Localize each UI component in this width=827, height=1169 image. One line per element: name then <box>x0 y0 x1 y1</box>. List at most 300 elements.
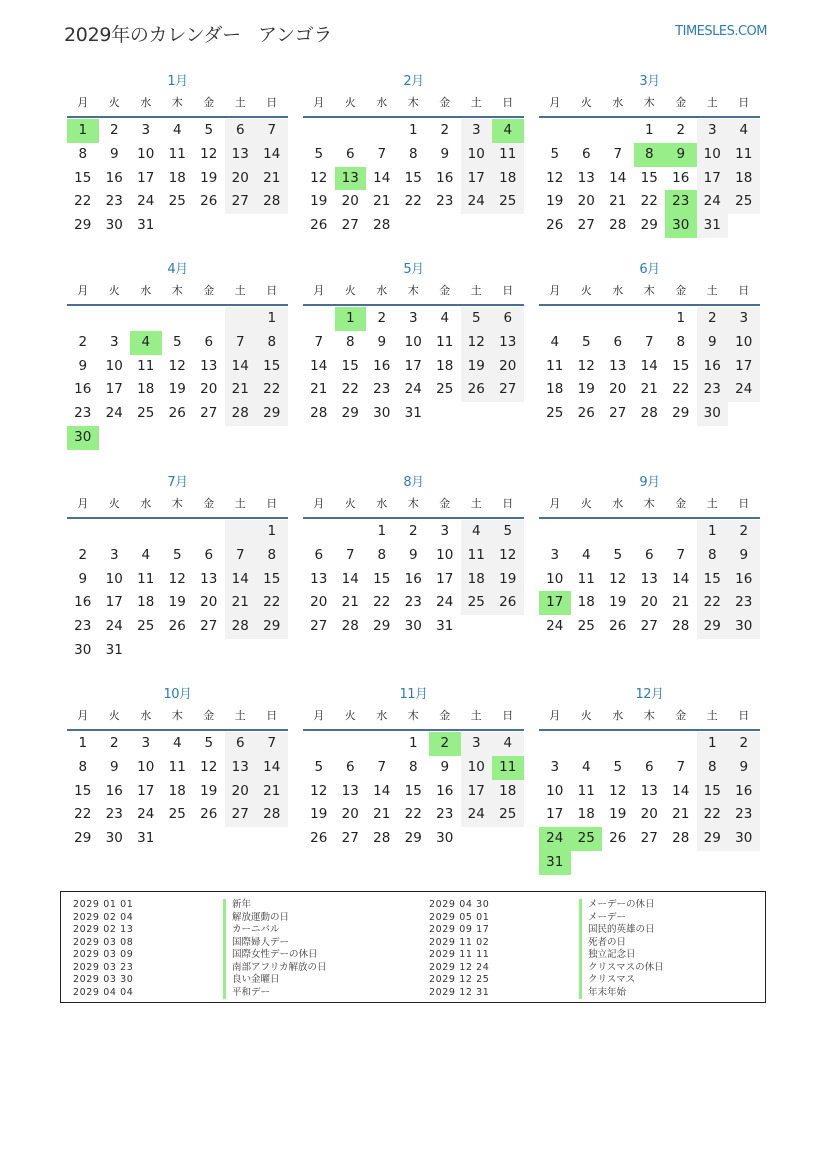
holiday-date: 2029 03 09 <box>73 949 134 960</box>
day-cell: 28 <box>225 402 257 426</box>
day-cell: 2 <box>676 122 686 138</box>
day-cell: 19 <box>577 381 595 398</box>
holiday-name: 南部アフリカ解放の日 <box>223 962 327 975</box>
day-cell: 14 <box>672 782 690 799</box>
empty-cell <box>571 520 603 544</box>
day-cell: 22 <box>697 803 729 827</box>
day-cell: 2 <box>78 333 88 350</box>
day-cell: 5 <box>204 122 214 138</box>
day-cell: 9 <box>728 544 760 568</box>
holiday-name: 独立記念日 <box>579 949 636 962</box>
day-cell: 23 <box>697 378 729 402</box>
day-cell: 26 <box>168 405 186 422</box>
day-cell: 4 <box>581 758 591 775</box>
empty-cell <box>99 307 131 331</box>
empty-cell <box>225 426 257 450</box>
weekday-label: 火 <box>580 497 592 510</box>
day-cell: 11 <box>577 570 595 587</box>
day-cell: 27 <box>492 378 524 402</box>
day-cell: 6 <box>492 307 524 331</box>
weekday-label: 日 <box>738 497 750 510</box>
day-cell: 16 <box>404 570 422 587</box>
day-cell: 10 <box>404 333 422 350</box>
empty-cell <box>461 827 493 851</box>
empty-cell <box>193 520 225 544</box>
weekday-label: 水 <box>140 96 152 109</box>
weekday-label: 火 <box>344 709 356 722</box>
days-grid <box>67 732 288 851</box>
day-cell: 20 <box>577 193 595 210</box>
day-cell: 5 <box>492 520 524 544</box>
weekday-label: 土 <box>234 96 246 109</box>
day-cell: 12 <box>168 357 186 374</box>
weekday-header <box>67 280 288 306</box>
day-cell: 1 <box>408 122 418 138</box>
empty-cell <box>602 851 634 875</box>
day-cell: 25 <box>168 806 186 823</box>
day-cell: 16 <box>105 782 123 799</box>
month-name: 8月 <box>403 475 424 490</box>
month-3 <box>539 72 760 238</box>
month-name: 6月 <box>639 262 660 277</box>
day-cell: 22 <box>404 193 422 210</box>
day-cell: 9 <box>109 758 119 775</box>
weekday-label: 水 <box>376 497 388 510</box>
day-cell: 5 <box>314 145 324 162</box>
day-cell: 14 <box>373 782 391 799</box>
day-cell: 21 <box>640 381 658 398</box>
empty-cell <box>225 827 257 851</box>
month-2 <box>303 72 524 238</box>
month-6 <box>539 260 760 426</box>
site-logo[interactable]: TIMESLES.COM <box>675 24 767 39</box>
weekday-label: 火 <box>580 96 592 109</box>
day-cell: 20 <box>200 381 218 398</box>
day-cell: 13 <box>341 782 359 799</box>
day-cell: 7 <box>613 145 623 162</box>
day-cell: 19 <box>168 594 186 611</box>
empty-cell <box>193 214 225 238</box>
empty-cell <box>99 520 131 544</box>
weekday-label: 金 <box>675 284 687 297</box>
day-cell: 8 <box>697 544 729 568</box>
weekday-label: 水 <box>140 284 152 297</box>
month-name: 11月 <box>399 687 428 702</box>
day-cell: 27 <box>341 217 359 234</box>
day-cell: 9 <box>728 756 760 780</box>
empty-cell <box>728 851 760 875</box>
day-cell: 28 <box>609 217 627 234</box>
day-cell: 26 <box>492 591 524 615</box>
day-cell: 16 <box>728 568 760 592</box>
holiday-name: クリスマス <box>579 974 635 987</box>
day-cell: 12 <box>609 570 627 587</box>
weekday-header <box>67 92 288 118</box>
weekday-label: 日 <box>738 284 750 297</box>
day-cell: 20 <box>640 806 658 823</box>
empty-cell <box>634 732 666 756</box>
day-cell: 28 <box>256 190 288 214</box>
month-8 <box>303 473 524 639</box>
day-cell: 7 <box>644 333 654 350</box>
holiday-name: 年末年始 <box>579 987 626 1000</box>
day-cell: 21 <box>310 381 328 398</box>
weekday-label: 木 <box>171 284 183 297</box>
day-cell: 19 <box>461 355 493 379</box>
day-cell: 18 <box>168 169 186 186</box>
day-cell: 13 <box>492 331 524 355</box>
day-cell: 24 <box>697 190 729 214</box>
day-cell: 4 <box>461 520 493 544</box>
month-name: 1月 <box>167 74 188 89</box>
day-cell: 8 <box>345 333 355 350</box>
day-cell: 24 <box>137 193 155 210</box>
day-cell: 31 <box>105 641 123 658</box>
weekday-label: 月 <box>549 497 561 510</box>
day-cell: 15 <box>256 355 288 379</box>
empty-cell <box>461 615 493 639</box>
day-cell: 2 <box>109 122 119 138</box>
day-cell: 20 <box>225 780 257 804</box>
day-cell: 2 <box>408 523 418 539</box>
day-cell: 1 <box>256 520 288 544</box>
day-cell: 22 <box>341 381 359 398</box>
day-cell: 12 <box>492 544 524 568</box>
day-cell: 20 <box>310 594 328 611</box>
day-cell: 14 <box>373 169 391 186</box>
day-cell: 19 <box>200 782 218 799</box>
holiday-date: 2029 09 17 <box>429 924 490 935</box>
weekday-label: 土 <box>706 497 718 510</box>
day-cell: 9 <box>78 570 88 587</box>
weekday-label: 木 <box>407 284 419 297</box>
day-cell: 10 <box>461 143 493 167</box>
day-cell: 6 <box>314 546 324 563</box>
day-cell: 30 <box>74 641 92 658</box>
month-name: 10月 <box>163 687 192 702</box>
day-cell: 3 <box>440 523 450 539</box>
day-cell: 7 <box>225 331 257 355</box>
empty-cell <box>366 119 398 143</box>
empty-cell <box>99 426 131 450</box>
weekday-label: 土 <box>470 497 482 510</box>
weekday-label: 金 <box>439 96 451 109</box>
day-cell: 20 <box>609 381 627 398</box>
empty-cell <box>193 827 225 851</box>
empty-cell <box>539 119 571 143</box>
day-cell: 18 <box>168 782 186 799</box>
day-cell: 24 <box>546 618 564 635</box>
day-cell: 18 <box>436 357 454 374</box>
days-grid <box>539 119 760 238</box>
day-cell: 29 <box>697 827 729 851</box>
day-cell: 15 <box>697 568 729 592</box>
day-cell: 19 <box>609 806 627 823</box>
day-cell: 26 <box>200 193 218 210</box>
day-cell: 23 <box>436 193 454 210</box>
days-grid <box>303 307 524 426</box>
day-cell: 3 <box>141 122 151 138</box>
day-cell: 26 <box>609 618 627 635</box>
weekday-label: 水 <box>376 96 388 109</box>
day-cell: 30 <box>404 618 422 635</box>
empty-cell <box>67 520 99 544</box>
weekday-label: 火 <box>108 96 120 109</box>
holiday-date: 2029 12 25 <box>429 974 490 985</box>
empty-cell <box>193 426 225 450</box>
day-cell: 18 <box>546 381 564 398</box>
day-cell: 22 <box>640 193 658 210</box>
empty-cell <box>67 307 99 331</box>
day-cell: 11 <box>492 143 524 167</box>
day-cell: 12 <box>310 169 328 186</box>
weekday-label: 木 <box>643 709 655 722</box>
holiday-date: 2029 12 31 <box>429 986 490 998</box>
month-4 <box>67 260 288 450</box>
day-cell: 22 <box>256 378 288 402</box>
day-cell: 29 <box>341 405 359 422</box>
weekday-header <box>303 705 524 731</box>
day-cell: 30 <box>105 217 123 234</box>
day-cell: 24 <box>728 378 760 402</box>
day-cell: 12 <box>577 357 595 374</box>
weekday-label: 水 <box>612 497 624 510</box>
weekday-label: 金 <box>203 284 215 297</box>
holiday-date: 2029 02 13 <box>73 924 134 935</box>
weekday-header <box>303 92 524 118</box>
day-cell: 5 <box>581 333 591 350</box>
holiday-name: 平和デー <box>223 987 270 1000</box>
month-name: 7月 <box>167 475 188 490</box>
day-cell: 26 <box>168 618 186 635</box>
day-cell: 23 <box>728 591 760 615</box>
weekday-label: 日 <box>266 709 278 722</box>
weekday-label: 水 <box>612 284 624 297</box>
day-cell: 13 <box>335 167 367 191</box>
weekday-label: 土 <box>234 709 246 722</box>
day-cell: 23 <box>105 806 123 823</box>
weekday-label: 月 <box>313 284 325 297</box>
day-cell: 22 <box>74 806 92 823</box>
day-cell: 30 <box>105 830 123 847</box>
day-cell: 21 <box>256 780 288 804</box>
holiday-date: 2029 04 30 <box>429 899 490 910</box>
month-11 <box>303 685 524 851</box>
day-cell: 6 <box>644 758 654 775</box>
day-cell: 5 <box>204 735 214 751</box>
day-cell: 26 <box>461 378 493 402</box>
day-cell: 14 <box>341 570 359 587</box>
empty-cell <box>539 732 571 756</box>
empty-cell <box>303 307 335 331</box>
day-cell: 22 <box>697 591 729 615</box>
day-cell: 21 <box>225 378 257 402</box>
holiday-date: 2029 11 11 <box>429 949 490 960</box>
holiday-date: 2029 12 24 <box>429 961 490 973</box>
holiday-name: クリスマスの休日 <box>579 962 664 975</box>
day-cell: 3 <box>550 758 560 775</box>
weekday-label: 日 <box>266 284 278 297</box>
day-cell: 11 <box>137 570 155 587</box>
day-cell: 4 <box>728 119 760 143</box>
weekday-header <box>539 280 760 306</box>
day-cell: 8 <box>78 758 88 775</box>
day-cell: 29 <box>672 405 690 422</box>
empty-cell <box>492 615 524 639</box>
day-cell: 25 <box>577 618 595 635</box>
day-cell: 2 <box>109 735 119 751</box>
day-cell: 8 <box>408 758 418 775</box>
day-cell: 20 <box>341 806 359 823</box>
day-cell: 11 <box>436 333 454 350</box>
day-cell: 10 <box>697 143 729 167</box>
day-cell: 21 <box>225 591 257 615</box>
day-cell: 20 <box>492 355 524 379</box>
day-cell: 15 <box>256 568 288 592</box>
day-cell: 4 <box>550 333 560 350</box>
day-cell: 17 <box>105 381 123 398</box>
day-cell: 25 <box>137 618 155 635</box>
weekday-label: 木 <box>171 497 183 510</box>
empty-cell <box>697 851 729 875</box>
weekday-label: 土 <box>470 284 482 297</box>
day-cell: 11 <box>492 756 524 780</box>
day-cell: 17 <box>697 167 729 191</box>
month-name: 5月 <box>403 262 424 277</box>
day-cell: 23 <box>665 190 697 214</box>
empty-cell <box>193 639 225 663</box>
empty-cell <box>665 520 697 544</box>
day-cell: 10 <box>436 546 454 563</box>
weekday-label: 木 <box>407 709 419 722</box>
day-cell: 23 <box>74 405 92 422</box>
day-cell: 14 <box>672 570 690 587</box>
day-cell: 15 <box>404 782 422 799</box>
days-grid <box>539 520 760 639</box>
day-cell: 15 <box>697 780 729 804</box>
day-cell: 17 <box>137 169 155 186</box>
weekday-label: 水 <box>376 709 388 722</box>
day-cell: 22 <box>404 806 422 823</box>
empty-cell <box>398 214 430 238</box>
weekday-label: 土 <box>706 284 718 297</box>
day-cell: 29 <box>256 615 288 639</box>
day-cell: 8 <box>676 333 686 350</box>
empty-cell <box>256 639 288 663</box>
empty-cell <box>162 307 194 331</box>
month-name: 2月 <box>403 74 424 89</box>
weekday-label: 月 <box>313 709 325 722</box>
day-cell: 28 <box>373 217 391 234</box>
month-1 <box>67 72 288 238</box>
holiday-name: 新年 <box>223 899 251 912</box>
days-grid <box>67 520 288 663</box>
day-cell: 1 <box>335 307 367 331</box>
day-cell: 1 <box>644 122 654 138</box>
empty-cell <box>571 732 603 756</box>
month-12 <box>539 685 760 875</box>
day-cell: 10 <box>546 570 564 587</box>
day-cell: 6 <box>345 758 355 775</box>
month-name: 4月 <box>167 262 188 277</box>
day-cell: 18 <box>728 167 760 191</box>
day-cell: 10 <box>461 756 493 780</box>
day-cell: 4 <box>141 546 151 563</box>
month-name: 12月 <box>635 687 664 702</box>
day-cell: 14 <box>256 756 288 780</box>
holiday-date: 2029 01 01 <box>73 899 134 910</box>
day-cell: 9 <box>377 333 387 350</box>
day-cell: 29 <box>640 217 658 234</box>
weekday-header <box>539 92 760 118</box>
day-cell: 15 <box>341 357 359 374</box>
month-7 <box>67 473 288 663</box>
day-cell: 14 <box>310 357 328 374</box>
weekday-label: 金 <box>439 709 451 722</box>
holiday-date: 2029 02 04 <box>73 911 134 923</box>
empty-cell <box>130 426 162 450</box>
day-cell: 27 <box>341 830 359 847</box>
day-cell: 19 <box>200 169 218 186</box>
day-cell: 7 <box>256 732 288 756</box>
days-grid <box>303 732 524 851</box>
day-cell: 13 <box>225 756 257 780</box>
day-cell: 22 <box>256 591 288 615</box>
day-cell: 26 <box>200 806 218 823</box>
day-cell: 17 <box>539 591 571 615</box>
weekday-label: 金 <box>675 709 687 722</box>
day-cell: 3 <box>550 546 560 563</box>
day-cell: 16 <box>373 357 391 374</box>
weekday-label: 日 <box>502 709 514 722</box>
day-cell: 30 <box>373 405 391 422</box>
day-cell: 31 <box>539 851 571 875</box>
day-cell: 10 <box>105 357 123 374</box>
day-cell: 30 <box>436 830 454 847</box>
empty-cell <box>571 851 603 875</box>
weekday-label: 木 <box>407 96 419 109</box>
day-cell: 21 <box>373 806 391 823</box>
day-cell: 22 <box>672 381 690 398</box>
weekday-header <box>67 493 288 519</box>
empty-cell <box>539 307 571 331</box>
day-cell: 29 <box>74 830 92 847</box>
day-cell: 24 <box>461 190 493 214</box>
day-cell: 13 <box>200 570 218 587</box>
weekday-label: 土 <box>706 709 718 722</box>
day-cell: 4 <box>172 122 182 138</box>
day-cell: 5 <box>613 758 623 775</box>
day-cell: 12 <box>546 169 564 186</box>
day-cell: 7 <box>676 546 686 563</box>
weekday-label: 土 <box>234 284 246 297</box>
weekday-label: 木 <box>171 96 183 109</box>
empty-cell <box>634 851 666 875</box>
empty-cell <box>162 520 194 544</box>
day-cell: 8 <box>408 145 418 162</box>
day-cell: 14 <box>640 357 658 374</box>
weekday-label: 月 <box>313 497 325 510</box>
weekday-label: 水 <box>612 96 624 109</box>
day-cell: 1 <box>256 307 288 331</box>
day-cell: 14 <box>256 143 288 167</box>
empty-cell <box>162 639 194 663</box>
day-cell: 1 <box>67 119 99 143</box>
weekday-label: 金 <box>203 497 215 510</box>
holiday-date: 2029 03 30 <box>73 974 134 985</box>
day-cell: 20 <box>640 594 658 611</box>
day-cell: 28 <box>256 803 288 827</box>
